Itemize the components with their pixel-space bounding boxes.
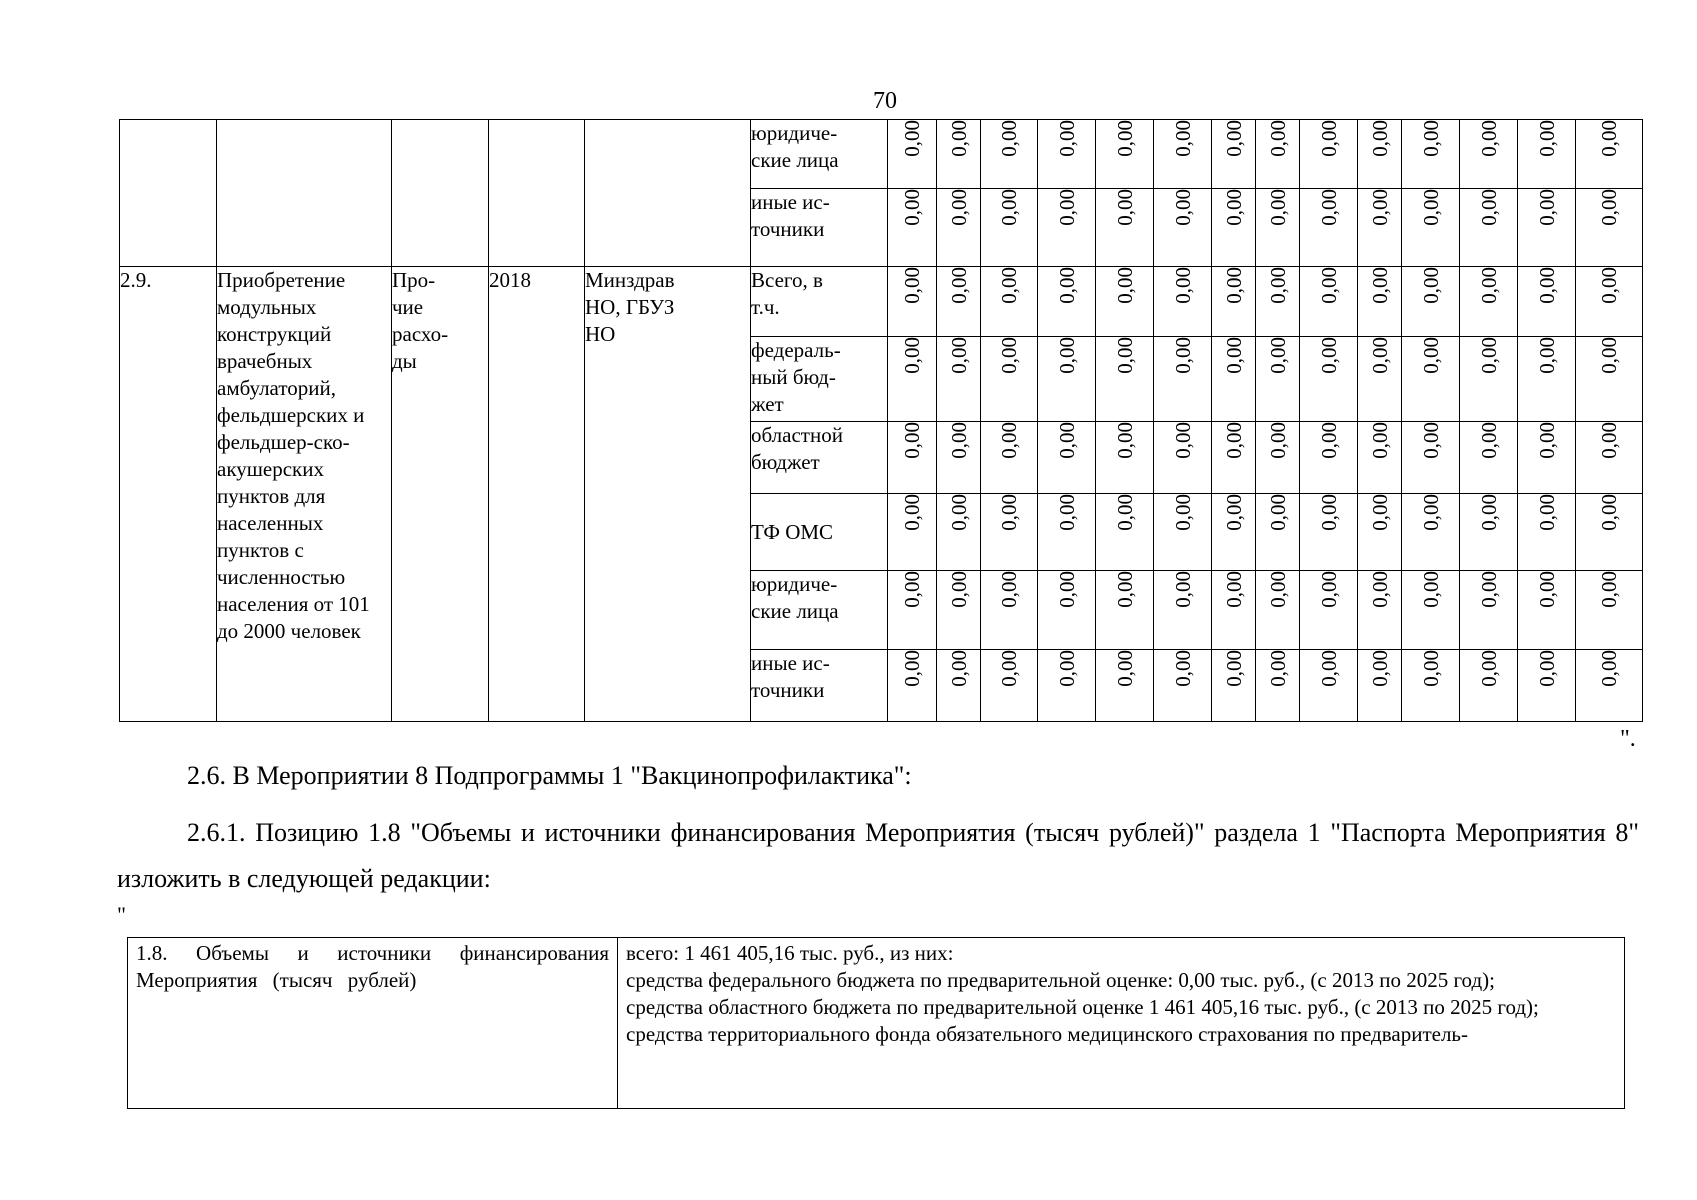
table-row	[120, 267, 1643, 337]
value-text: 0,00	[900, 650, 924, 687]
value-text: 0,00	[946, 267, 971, 304]
value-text: 0,00	[946, 337, 971, 374]
empty-cell	[392, 120, 489, 267]
value-cell	[1358, 120, 1402, 189]
value-text: 0,00	[1476, 267, 1501, 304]
value-text: 0,00	[1418, 267, 1443, 304]
passport-line: средства федерального бюджета по предварительной оценке: 0,00 тыс. руб., (с 2013 по 2025 год);	[626, 968, 1495, 992]
source-cell: федераль- ный бюд- жет	[751, 337, 888, 422]
table-row	[120, 120, 1643, 189]
value-cell	[981, 650, 1038, 722]
passport-row	[128, 938, 1625, 1109]
value-cell	[1038, 494, 1096, 571]
paragraph-2-6: 2.6. В Мероприятии 8 Подпрограммы 1 "Вакцинопрофилактика":	[187, 761, 912, 790]
value-text: 0,00	[1476, 120, 1501, 157]
value-text: 0,00	[946, 650, 971, 687]
value-text: 0,00	[1112, 650, 1137, 687]
value-text: 0,00	[1112, 120, 1137, 157]
passport-content	[618, 938, 1625, 1109]
value-cell	[1154, 571, 1212, 650]
value-text: 0,00	[1418, 120, 1443, 157]
value-text: 0,00	[1170, 571, 1195, 608]
value-text: 0,00	[1476, 571, 1501, 608]
value-cell	[1300, 120, 1358, 189]
value-cell	[1358, 422, 1402, 494]
value-text: 0,00	[1221, 337, 1246, 374]
value-cell	[1402, 267, 1460, 337]
value-cell	[1154, 120, 1212, 189]
value-cell	[1096, 189, 1154, 267]
value-cell	[1038, 267, 1096, 337]
value-cell	[1096, 650, 1154, 722]
value-text: 0,00	[900, 494, 924, 531]
value-text: 0,00	[1054, 267, 1079, 304]
value-text: 0,00	[1476, 650, 1501, 687]
source-cell: ТФ ОМС	[751, 494, 888, 571]
source-cell: иные ис- точники	[751, 650, 888, 722]
value-cell	[1096, 494, 1154, 571]
item-name: Приобретение модульных конструкций врачебных амбулаторий, фельдшерских и фельдшер-ско-акушерских пунктов для населенных пунктов с численностью населения от 101 до 2000 человек	[217, 267, 392, 722]
value-text: 0,00	[1054, 422, 1079, 459]
value-text: 0,00	[1534, 267, 1559, 304]
value-cell	[1402, 494, 1460, 571]
value-cell	[1518, 189, 1576, 267]
value-text: 0,00	[1367, 422, 1392, 459]
source-cell: юридиче- ские лица	[751, 120, 888, 189]
value-text: 0,00	[1265, 267, 1290, 304]
value-text: 0,00	[1367, 650, 1392, 687]
value-text: 0,00	[1112, 571, 1137, 608]
value-text: 0,00	[1367, 267, 1392, 304]
value-text: 0,00	[1054, 189, 1079, 226]
value-text: 0,00	[1597, 571, 1621, 608]
value-cell	[1518, 422, 1576, 494]
value-cell	[1212, 267, 1256, 337]
value-cell	[888, 494, 937, 571]
value-text: 0,00	[1054, 120, 1079, 157]
value-cell	[1402, 422, 1460, 494]
value-cell	[1300, 494, 1358, 571]
value-text: 0,00	[1476, 189, 1501, 226]
closing-quote: ".	[1620, 726, 1636, 752]
value-text: 0,00	[1316, 337, 1341, 374]
value-cell	[1154, 650, 1212, 722]
value-cell	[1460, 189, 1518, 267]
value-text: 0,00	[1534, 189, 1559, 226]
value-cell	[1256, 120, 1300, 189]
source-cell: юридиче- ские лица	[751, 571, 888, 650]
value-text: 0,00	[997, 120, 1021, 157]
value-cell	[1460, 267, 1518, 337]
value-text: 0,00	[1418, 189, 1443, 226]
value-cell	[1256, 650, 1300, 722]
value-cell	[1358, 267, 1402, 337]
value-cell	[1256, 337, 1300, 422]
value-text: 0,00	[1112, 337, 1137, 374]
value-cell	[1460, 120, 1518, 189]
value-text: 0,00	[1597, 120, 1621, 157]
value-text: 0,00	[1170, 650, 1195, 687]
value-cell	[1402, 337, 1460, 422]
value-text: 0,00	[1316, 494, 1341, 531]
value-text: 0,00	[900, 120, 924, 157]
value-text: 0,00	[1265, 422, 1290, 459]
value-cell	[1518, 267, 1576, 337]
value-text: 0,00	[1265, 650, 1290, 687]
value-text: 0,00	[997, 494, 1021, 531]
value-text: 0,00	[997, 189, 1021, 226]
value-text: 0,00	[1367, 571, 1392, 608]
value-cell	[1576, 494, 1643, 571]
value-text: 0,00	[1221, 494, 1246, 531]
value-cell	[1096, 422, 1154, 494]
item-executor: Минздрав НО, ГБУЗ НО	[585, 267, 751, 722]
value-cell	[1096, 120, 1154, 189]
value-text: 0,00	[997, 267, 1021, 304]
value-text: 0,00	[946, 120, 971, 157]
value-cell	[1358, 571, 1402, 650]
empty-cell	[120, 120, 217, 267]
value-text: 0,00	[1221, 267, 1246, 304]
source-cell: областной бюджет	[751, 422, 888, 494]
value-text: 0,00	[1054, 571, 1079, 608]
passport-table	[127, 937, 1625, 1109]
value-cell	[1038, 571, 1096, 650]
value-cell	[1038, 189, 1096, 267]
value-text: 0,00	[1221, 571, 1246, 608]
value-text: 0,00	[1597, 422, 1621, 459]
value-cell	[937, 267, 981, 337]
value-cell	[1576, 650, 1643, 722]
value-text: 0,00	[997, 650, 1021, 687]
value-cell	[1358, 337, 1402, 422]
value-cell	[1212, 120, 1256, 189]
value-text: 0,00	[1221, 650, 1246, 687]
value-cell	[1154, 422, 1212, 494]
value-text: 0,00	[1112, 189, 1137, 226]
item-category: Про- чие расхо- ды	[392, 267, 489, 722]
value-cell	[981, 337, 1038, 422]
value-cell	[937, 571, 981, 650]
value-text: 0,00	[1221, 189, 1246, 226]
value-text: 0,00	[1476, 422, 1501, 459]
value-text: 0,00	[1367, 120, 1392, 157]
value-cell	[1402, 189, 1460, 267]
value-text: 0,00	[1112, 494, 1137, 531]
value-text: 0,00	[997, 571, 1021, 608]
empty-cell	[489, 120, 585, 267]
value-cell	[937, 494, 981, 571]
value-text: 0,00	[1265, 571, 1290, 608]
value-text: 0,00	[1265, 494, 1290, 531]
value-cell	[1576, 267, 1643, 337]
value-cell	[1402, 650, 1460, 722]
value-text: 0,00	[946, 189, 971, 226]
value-text: 0,00	[1221, 422, 1246, 459]
value-cell	[1038, 120, 1096, 189]
value-cell	[888, 120, 937, 189]
value-cell	[888, 189, 937, 267]
value-text: 0,00	[1170, 267, 1195, 304]
value-cell	[1096, 337, 1154, 422]
value-cell	[1576, 337, 1643, 422]
passport-line: средства областного бюджета по предварительной оценке 1 461 405,16 тыс. руб., (с 2013 по 2025 год);	[626, 995, 1539, 1019]
page-number: 70	[873, 88, 897, 114]
value-cell	[1154, 189, 1212, 267]
value-cell	[1256, 267, 1300, 337]
empty-cell	[217, 120, 392, 267]
value-cell	[1256, 571, 1300, 650]
value-text: 0,00	[1170, 422, 1195, 459]
value-cell	[1256, 494, 1300, 571]
value-text: 0,00	[1265, 337, 1290, 374]
empty-cell	[585, 120, 751, 267]
value-cell	[1154, 494, 1212, 571]
value-text: 0,00	[1597, 189, 1621, 226]
value-cell	[1460, 337, 1518, 422]
value-cell	[1576, 422, 1643, 494]
value-text: 0,00	[1534, 422, 1559, 459]
value-cell	[1212, 571, 1256, 650]
value-cell	[937, 120, 981, 189]
value-cell	[1300, 571, 1358, 650]
value-text: 0,00	[1597, 650, 1621, 687]
value-cell	[1212, 650, 1256, 722]
value-text: 0,00	[1418, 650, 1443, 687]
value-cell	[1300, 650, 1358, 722]
value-text: 0,00	[1476, 494, 1501, 531]
value-cell	[981, 189, 1038, 267]
value-text: 0,00	[1418, 571, 1443, 608]
value-text: 0,00	[1221, 120, 1246, 157]
value-cell	[1154, 337, 1212, 422]
value-text: 0,00	[1112, 422, 1137, 459]
value-cell	[937, 337, 981, 422]
value-text: 0,00	[1534, 120, 1559, 157]
value-cell	[981, 494, 1038, 571]
value-text: 0,00	[900, 189, 924, 226]
value-cell	[1576, 120, 1643, 189]
funding-table	[119, 119, 1643, 722]
source-cell: иные ис- точники	[751, 189, 888, 267]
value-cell	[888, 337, 937, 422]
value-cell	[1212, 189, 1256, 267]
value-cell	[1154, 267, 1212, 337]
value-text: 0,00	[1534, 571, 1559, 608]
value-cell	[937, 189, 981, 267]
value-cell	[1358, 494, 1402, 571]
value-cell	[1300, 189, 1358, 267]
value-cell	[1460, 650, 1518, 722]
value-text: 0,00	[1534, 650, 1559, 687]
value-cell	[1358, 650, 1402, 722]
value-cell	[937, 650, 981, 722]
value-text: 0,00	[1418, 494, 1443, 531]
value-cell	[1518, 650, 1576, 722]
value-cell	[1038, 337, 1096, 422]
value-text: 0,00	[997, 422, 1021, 459]
value-cell	[981, 267, 1038, 337]
value-text: 0,00	[1170, 494, 1195, 531]
value-text: 0,00	[900, 422, 924, 459]
value-text: 0,00	[900, 571, 924, 608]
value-cell	[1518, 120, 1576, 189]
value-cell	[1096, 571, 1154, 650]
value-text: 0,00	[1367, 494, 1392, 531]
value-text: 0,00	[1316, 422, 1341, 459]
passport-line: всего: 1 461 405,16 тыс. руб., из них:	[626, 941, 954, 965]
value-text: 0,00	[1265, 189, 1290, 226]
value-cell	[1402, 571, 1460, 650]
value-text: 0,00	[1597, 267, 1621, 304]
value-cell	[1518, 494, 1576, 571]
value-cell	[1518, 337, 1576, 422]
value-cell	[1402, 120, 1460, 189]
value-text: 0,00	[1316, 189, 1341, 226]
passport-label: 1.8. Объемы и источники финансирования Мероприятия (тысяч рублей)	[128, 938, 618, 1109]
value-text: 0,00	[900, 337, 924, 374]
value-text: 0,00	[1534, 494, 1559, 531]
value-cell	[888, 650, 937, 722]
item-number: 2.9.	[120, 267, 217, 722]
value-cell	[1038, 650, 1096, 722]
value-text: 0,00	[946, 422, 971, 459]
value-text: 0,00	[1054, 650, 1079, 687]
value-cell	[888, 422, 937, 494]
value-cell	[888, 571, 937, 650]
value-cell	[1300, 267, 1358, 337]
value-cell	[1212, 422, 1256, 494]
value-text: 0,00	[1316, 650, 1341, 687]
value-text: 0,00	[1534, 337, 1559, 374]
value-cell	[1256, 189, 1300, 267]
item-year: 2018	[489, 267, 585, 722]
value-text: 0,00	[1170, 337, 1195, 374]
value-text: 0,00	[1418, 422, 1443, 459]
value-cell	[981, 571, 1038, 650]
source-cell: Всего, в т.ч.	[751, 267, 888, 337]
value-cell	[1460, 494, 1518, 571]
value-text: 0,00	[1170, 120, 1195, 157]
value-text: 0,00	[1367, 189, 1392, 226]
value-text: 0,00	[1112, 267, 1137, 304]
value-cell	[1460, 571, 1518, 650]
value-text: 0,00	[997, 337, 1021, 374]
value-cell	[1460, 422, 1518, 494]
value-text: 0,00	[946, 494, 971, 531]
value-cell	[1300, 422, 1358, 494]
paragraph-2-6-1: 2.6.1. Позицию 1.8 "Объемы и источники финансирования Мероприятия (тысяч рублей)" раздела 1 "Паспорта Мероприятия 8" изложить в следующей редакции:	[117, 818, 1639, 893]
value-cell	[1212, 337, 1256, 422]
value-text: 0,00	[1054, 494, 1079, 531]
value-cell	[1358, 189, 1402, 267]
value-text: 0,00	[1265, 120, 1290, 157]
value-cell	[888, 267, 937, 337]
value-text: 0,00	[1316, 571, 1341, 608]
value-cell	[981, 120, 1038, 189]
value-cell	[1576, 571, 1643, 650]
value-text: 0,00	[900, 267, 924, 304]
value-text: 0,00	[1367, 337, 1392, 374]
value-text: 0,00	[946, 571, 971, 608]
value-text: 0,00	[1170, 189, 1195, 226]
value-text: 0,00	[1597, 494, 1621, 531]
value-text: 0,00	[1476, 337, 1501, 374]
value-cell	[1576, 189, 1643, 267]
value-cell	[1212, 494, 1256, 571]
value-cell	[1096, 267, 1154, 337]
value-cell	[937, 422, 981, 494]
passport-line: средства территориального фонда обязательного медицинского страхования по предваритель-	[626, 1022, 1468, 1046]
value-text: 0,00	[1054, 337, 1079, 374]
value-cell	[981, 422, 1038, 494]
value-cell	[1300, 337, 1358, 422]
value-cell	[1256, 422, 1300, 494]
value-text: 0,00	[1597, 337, 1621, 374]
value-text: 0,00	[1418, 337, 1443, 374]
value-cell	[1038, 422, 1096, 494]
opening-quote: "	[117, 902, 126, 927]
value-text: 0,00	[1316, 120, 1341, 157]
value-cell	[1518, 571, 1576, 650]
value-text: 0,00	[1316, 267, 1341, 304]
